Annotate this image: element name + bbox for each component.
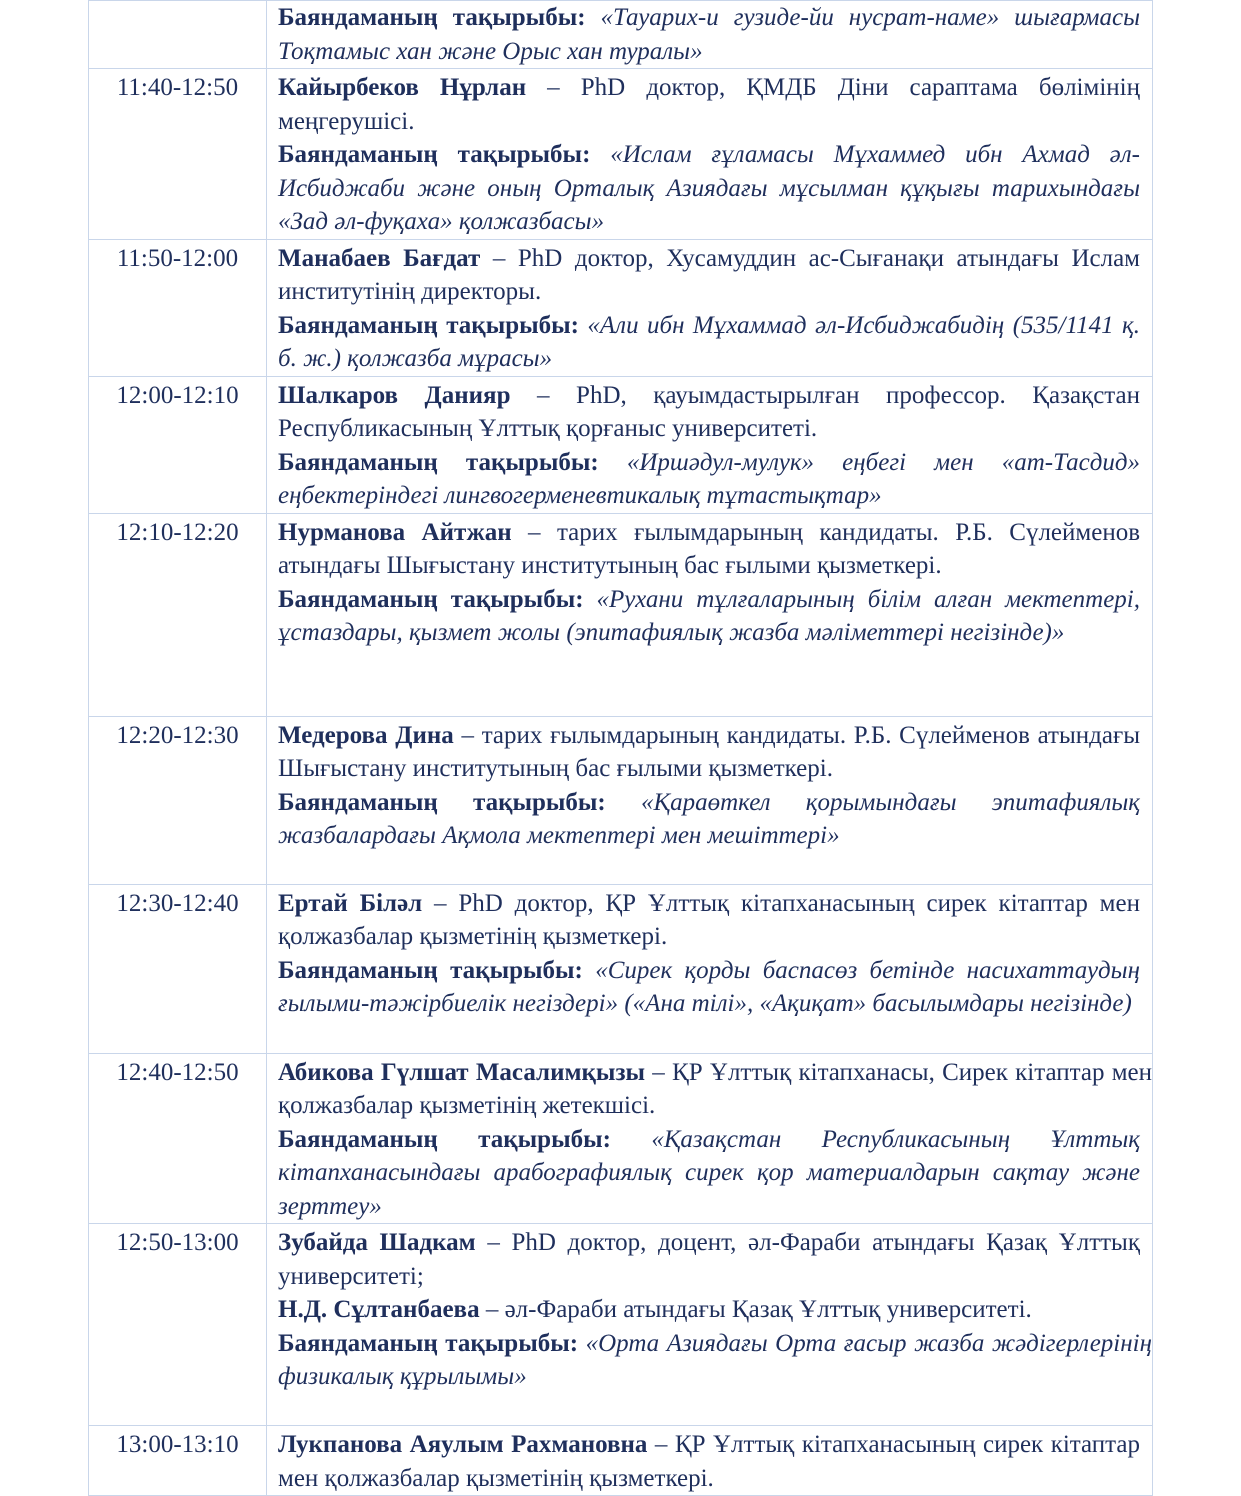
speaker-details: – әл-Фараби атындағы Қазақ Ұлттық университеті. [479, 1296, 1032, 1323]
table-row [89, 239, 1153, 376]
content-cell [267, 376, 1153, 513]
speaker-paragraph [278, 719, 1140, 786]
speaker-name: Зубайда Шадкам [278, 1229, 476, 1256]
speaker-name: Нурманова Айтжан [278, 518, 512, 546]
speaker-details: – PhD доктор, Хусамуддин ас-Сығанақи атындағы Ислам институтінің директоры. [278, 244, 1140, 305]
speaker-details: – PhD, қауымдастырылған профессор. Қазақстан Республикасының Ұлттық қорғаныс университеті. [278, 381, 1140, 442]
topic-title: «Сирек қорды баспасөз бетінде насихаттаудың ғылыми-тәжірбиелік негіздері» («Ана тілі», «Ақиқат» басылымдары негізінде) [278, 956, 1140, 1017]
topic-paragraph [278, 1327, 1152, 1394]
time-cell [89, 1, 267, 69]
topic-paragraph [278, 309, 1140, 376]
table-row [89, 1224, 1153, 1426]
topic-label: Баяндаманың тақырыбы: [278, 141, 591, 168]
schedule-table [88, 0, 1153, 1496]
content-cell [267, 1224, 1153, 1426]
content-cell [267, 1053, 1153, 1224]
speaker-name: Н.Д. Сұлтанбаева [278, 1296, 480, 1323]
time-cell: 11:50-12:00 [89, 239, 267, 376]
topic-label: Баяндаманың тақырыбы: [278, 788, 606, 816]
topic-paragraph [278, 446, 1140, 513]
time-cell: 12:30-12:40 [89, 884, 267, 1053]
topic-label: Баяндаманың тақырыбы: [278, 585, 584, 613]
speaker-paragraph [278, 1293, 1140, 1327]
speaker-paragraph [278, 516, 1140, 583]
speaker-name: Шалкаров Данияр [278, 381, 511, 409]
speaker-details: – PhD доктор, ҚМДБ Діни сараптама бөлімінің меңгерушісі. [278, 74, 1140, 135]
table-row [89, 1426, 1153, 1496]
topic-paragraph [278, 583, 1140, 650]
time-cell: 11:40-12:50 [89, 69, 267, 240]
time-cell: 13:00-13:10 [89, 1426, 267, 1496]
topic-title: «Қараөткел қорымындағы эпитафиялық жазбалардағы Ақмола мектептері мен мешіттері» [278, 788, 1140, 849]
topic-paragraph [278, 954, 1140, 1021]
table-row [89, 884, 1153, 1053]
time-cell: 12:40-12:50 [89, 1053, 267, 1224]
content-cell [267, 513, 1153, 716]
speaker-details: – PhD доктор, ҚР Ұлттық кітапханасының сирек кітаптар мен қолжазбалар қызметінің қызметкері. [278, 889, 1140, 950]
topic-title: «Али ибн Мұхаммад әл-Исбиджабидің (535/1141 қ. б. ж.) қолжазба мұрасы» [278, 311, 1140, 372]
content-cell [267, 716, 1153, 884]
speaker-details: – ҚР Ұлттық кітапханасының сирек кітаптар мен қолжазбалар қызметінің қызметкері. [278, 1431, 1140, 1492]
topic-title: «Қазақстан Республикасының Ұлттық кітапханасындағы арабографиялық сирек қор материалдарын сақтау және зерттеу» [278, 1125, 1140, 1220]
speaker-details: – тарих ғылымдарының кандидаты. Р.Б. Сүлейменов атындағы Шығыстану институтының бас ғылыми қызметкері. [278, 721, 1140, 782]
speaker-name: Лукпанова Аяулым Рахмановна [278, 1431, 648, 1458]
topic-label: Баяндаманың тақырыбы: [278, 1329, 579, 1357]
table-row [89, 1053, 1153, 1224]
topic-title: «Тауарих-и гузиде-йи нусрат-наме» шығармасы Тоқтамыс хан және Орыс хан туралы» [278, 4, 1141, 65]
content-cell [267, 69, 1153, 240]
time-cell: 12:00-12:10 [89, 376, 267, 513]
speaker-name: Медерова Дина [278, 721, 454, 749]
speaker-details: – ҚР Ұлттық кітапханасы, Сирек кітаптар мен қолжазбалар қызметінің жетекшісі. [278, 1058, 1153, 1119]
topic-paragraph [278, 786, 1140, 853]
topic-title: «Орта Азиядағы Орта ғасыр жазба жәдігерлерінің физикалық құрылымы» [278, 1329, 1152, 1390]
time-cell: 12:10-12:20 [89, 513, 267, 716]
topic-title: «Рухани тұлғаларының білім алған мектептері, ұстаздары, қызмет жолы (эпитафиялық жазба мәліметтері негізінде)» [278, 585, 1141, 646]
speaker-paragraph [278, 71, 1140, 138]
topic-label: Баяндаманың тақырыбы: [278, 956, 583, 984]
speaker-paragraph [278, 887, 1140, 954]
content-cell [267, 884, 1153, 1053]
topic-paragraph [278, 1, 1140, 68]
speaker-details: – PhD доктор, доцент, әл-Фараби атындағы Қазақ Ұлттық университеті; [278, 1229, 1140, 1290]
content-cell [267, 1426, 1153, 1496]
topic-title: «Иршәдул-мулук» еңбегі мен «ат-Тасдид» еңбектеріндегі лингвогерменевтикалық тұтастықтар» [278, 448, 1140, 509]
topic-label: Баяндаманың тақырыбы: [278, 1125, 611, 1153]
topic-label: Баяндаманың тақырыбы: [278, 311, 579, 339]
time-cell: 12:50-13:00 [89, 1224, 267, 1426]
topic-paragraph [278, 1123, 1140, 1224]
topic-title: «Ислам ғұламасы Мұхаммед ибн Ахмад әл-Исбиджаби және оның Орталық Азиядағы мұсылман құқығы тарихындағы «Зад әл-фуқаха» қолжазбасы» [278, 141, 1141, 235]
content-cell [267, 1, 1153, 69]
speaker-details: – тарих ғылымдарының кандидаты. Р.Б. Сүлейменов атындағы Шығыстану институтының бас ғылыми қызметкері. [278, 518, 1140, 579]
table-row [89, 376, 1153, 513]
content-cell [267, 239, 1153, 376]
speaker-paragraph [278, 1226, 1140, 1293]
speaker-paragraph [278, 1428, 1140, 1495]
speaker-paragraph [278, 1056, 1152, 1123]
time-cell: 12:20-12:30 [89, 716, 267, 884]
speaker-name: Ертай Біләл [278, 889, 423, 917]
speaker-paragraph [278, 242, 1140, 309]
table-row [89, 716, 1153, 884]
topic-label: Баяндаманың тақырыбы: [278, 4, 586, 31]
speaker-name: Кайырбеков Нұрлан [278, 74, 527, 101]
topic-label: Баяндаманың тақырыбы: [278, 448, 599, 476]
topic-paragraph [278, 138, 1140, 239]
table-row [89, 69, 1153, 240]
table-row [89, 513, 1153, 716]
speaker-name: Манабаев Бағдат [278, 244, 481, 272]
table-row [89, 1, 1153, 69]
speaker-paragraph [278, 379, 1140, 446]
program-page [88, 0, 1153, 1496]
speaker-name: Абикова Гүлшат Масалимқызы [278, 1058, 646, 1086]
